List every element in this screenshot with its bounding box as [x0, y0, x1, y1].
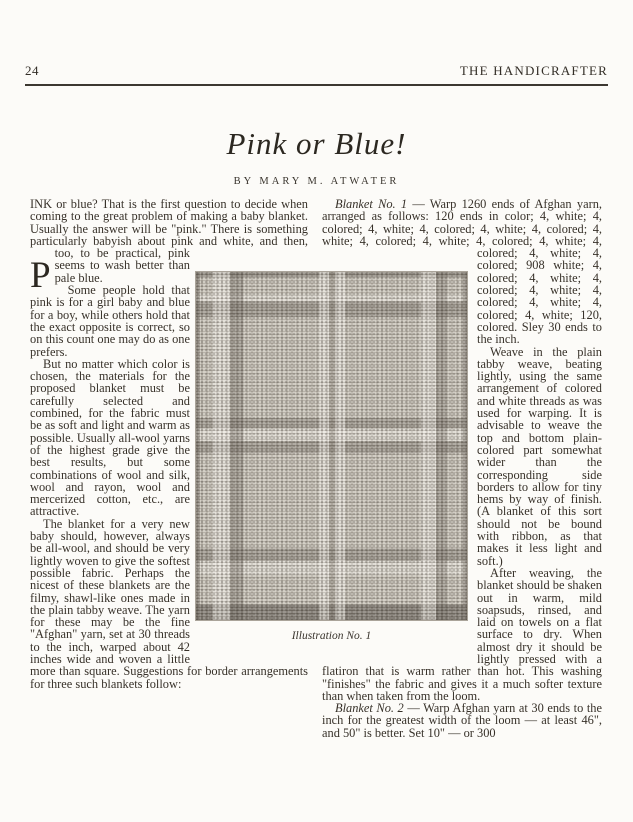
blanket-1-lead: Blanket No. 1 — [335, 197, 408, 211]
page-number: 24 — [25, 63, 39, 78]
blanket-1-text: — Warp 1260 ends of Afghan yarn, arranged as follows: 120 ends in color; 4, white; 4, colored; 4, white; 4, colored; 4, white; 4, colored; 4, white; 4, colored; 4, white; 4, colored; 4, white; 4, colored; 4, white; 4, colored; 908 white; 4, colored; 4, white; 4, colored; 4, white; 4, colored; 4, white; 4, colored; 4, white; 120, colored. Sley 30 ends to the inch. — [322, 197, 602, 347]
article-byline: BY MARY M. ATWATER — [233, 176, 400, 187]
journal-title: THE HANDICRAFTER — [459, 63, 608, 78]
blanket-2-text: — Warp Afghan yarn at 30 ends to the inch for the greatest width of the loom — at least 46", and 50" is better. Set 10" — or 300 — [322, 701, 602, 740]
paragraph: The blanket for a very new baby should, however, always be all-wool, and should be very lightly woven to give the softest possible fabric. Perhaps the nicest of these blankets are the filmy, shawl-like ones made in the plain tabby weave. The yarn for these may be the fine "Afghan" yarn, set at 30 threads to the inch, warped about 42 inches wide and woven a little more than square. Suggestions for border arrangements for three such blankets follow: — [30, 516, 308, 691]
paragraph: Some people hold that pink is for a girl baby and blue for a boy, while others hold that the exact opposite is correct, so on this count one may do as one prefers. — [30, 283, 190, 359]
drop-cap: P — [30, 255, 51, 296]
paragraph: But no matter which color is chosen, the materials for the proposed blanket must be carefully selected and combined, for the fabric must be as soft and light and warm as possible. Usually all-wool yarns of the highest grade give the best results, but some combinations of wool and silk, wool and rayon, wool and mercerized cotton, etc., are attractive. — [30, 356, 190, 519]
blanket-2-lead: Blanket No. 2 — [335, 701, 404, 716]
header-rule — [25, 84, 608, 86]
paragraph-intro-text: INK or blue? That is the first question to decide when coming to the great problem of making a baby blanket. Usually the answer will be "pink." There is something particularly babyish about pink and white, and then, too, to be practical, pink seems to wash better than pale blue. — [30, 197, 308, 285]
paragraph: After weaving, the blanket should be shaken out in warm, mild soapsuds, rinsed, and laid on towels on a flat surface to dry. When almost dry it should be lightly pressed with a flatiron that is warm rather than hot. This washing "finishes" the fabric and gives it a much softer texture than when taken from the loom. — [322, 565, 602, 703]
illustration-caption: Illustration No. 1 — [291, 630, 372, 642]
paragraph-blanket-2 — [322, 702, 602, 739]
article-title: Pink or Blue! — [226, 126, 407, 161]
paragraph: Weave in the plain tabby weave, beating lightly, using the same arrangement of colored and white threads as was used for warping. It is advisable to weave the top and bottom plain-colored part somewhat wider than the corresponding side borders to allow for tiny hems by way of finish. (A blanket of this sort should not be bound with ribbon, as that makes it less light and soft.) — [477, 344, 602, 568]
running-header — [25, 63, 608, 81]
woven-fabric-photo — [195, 271, 468, 621]
